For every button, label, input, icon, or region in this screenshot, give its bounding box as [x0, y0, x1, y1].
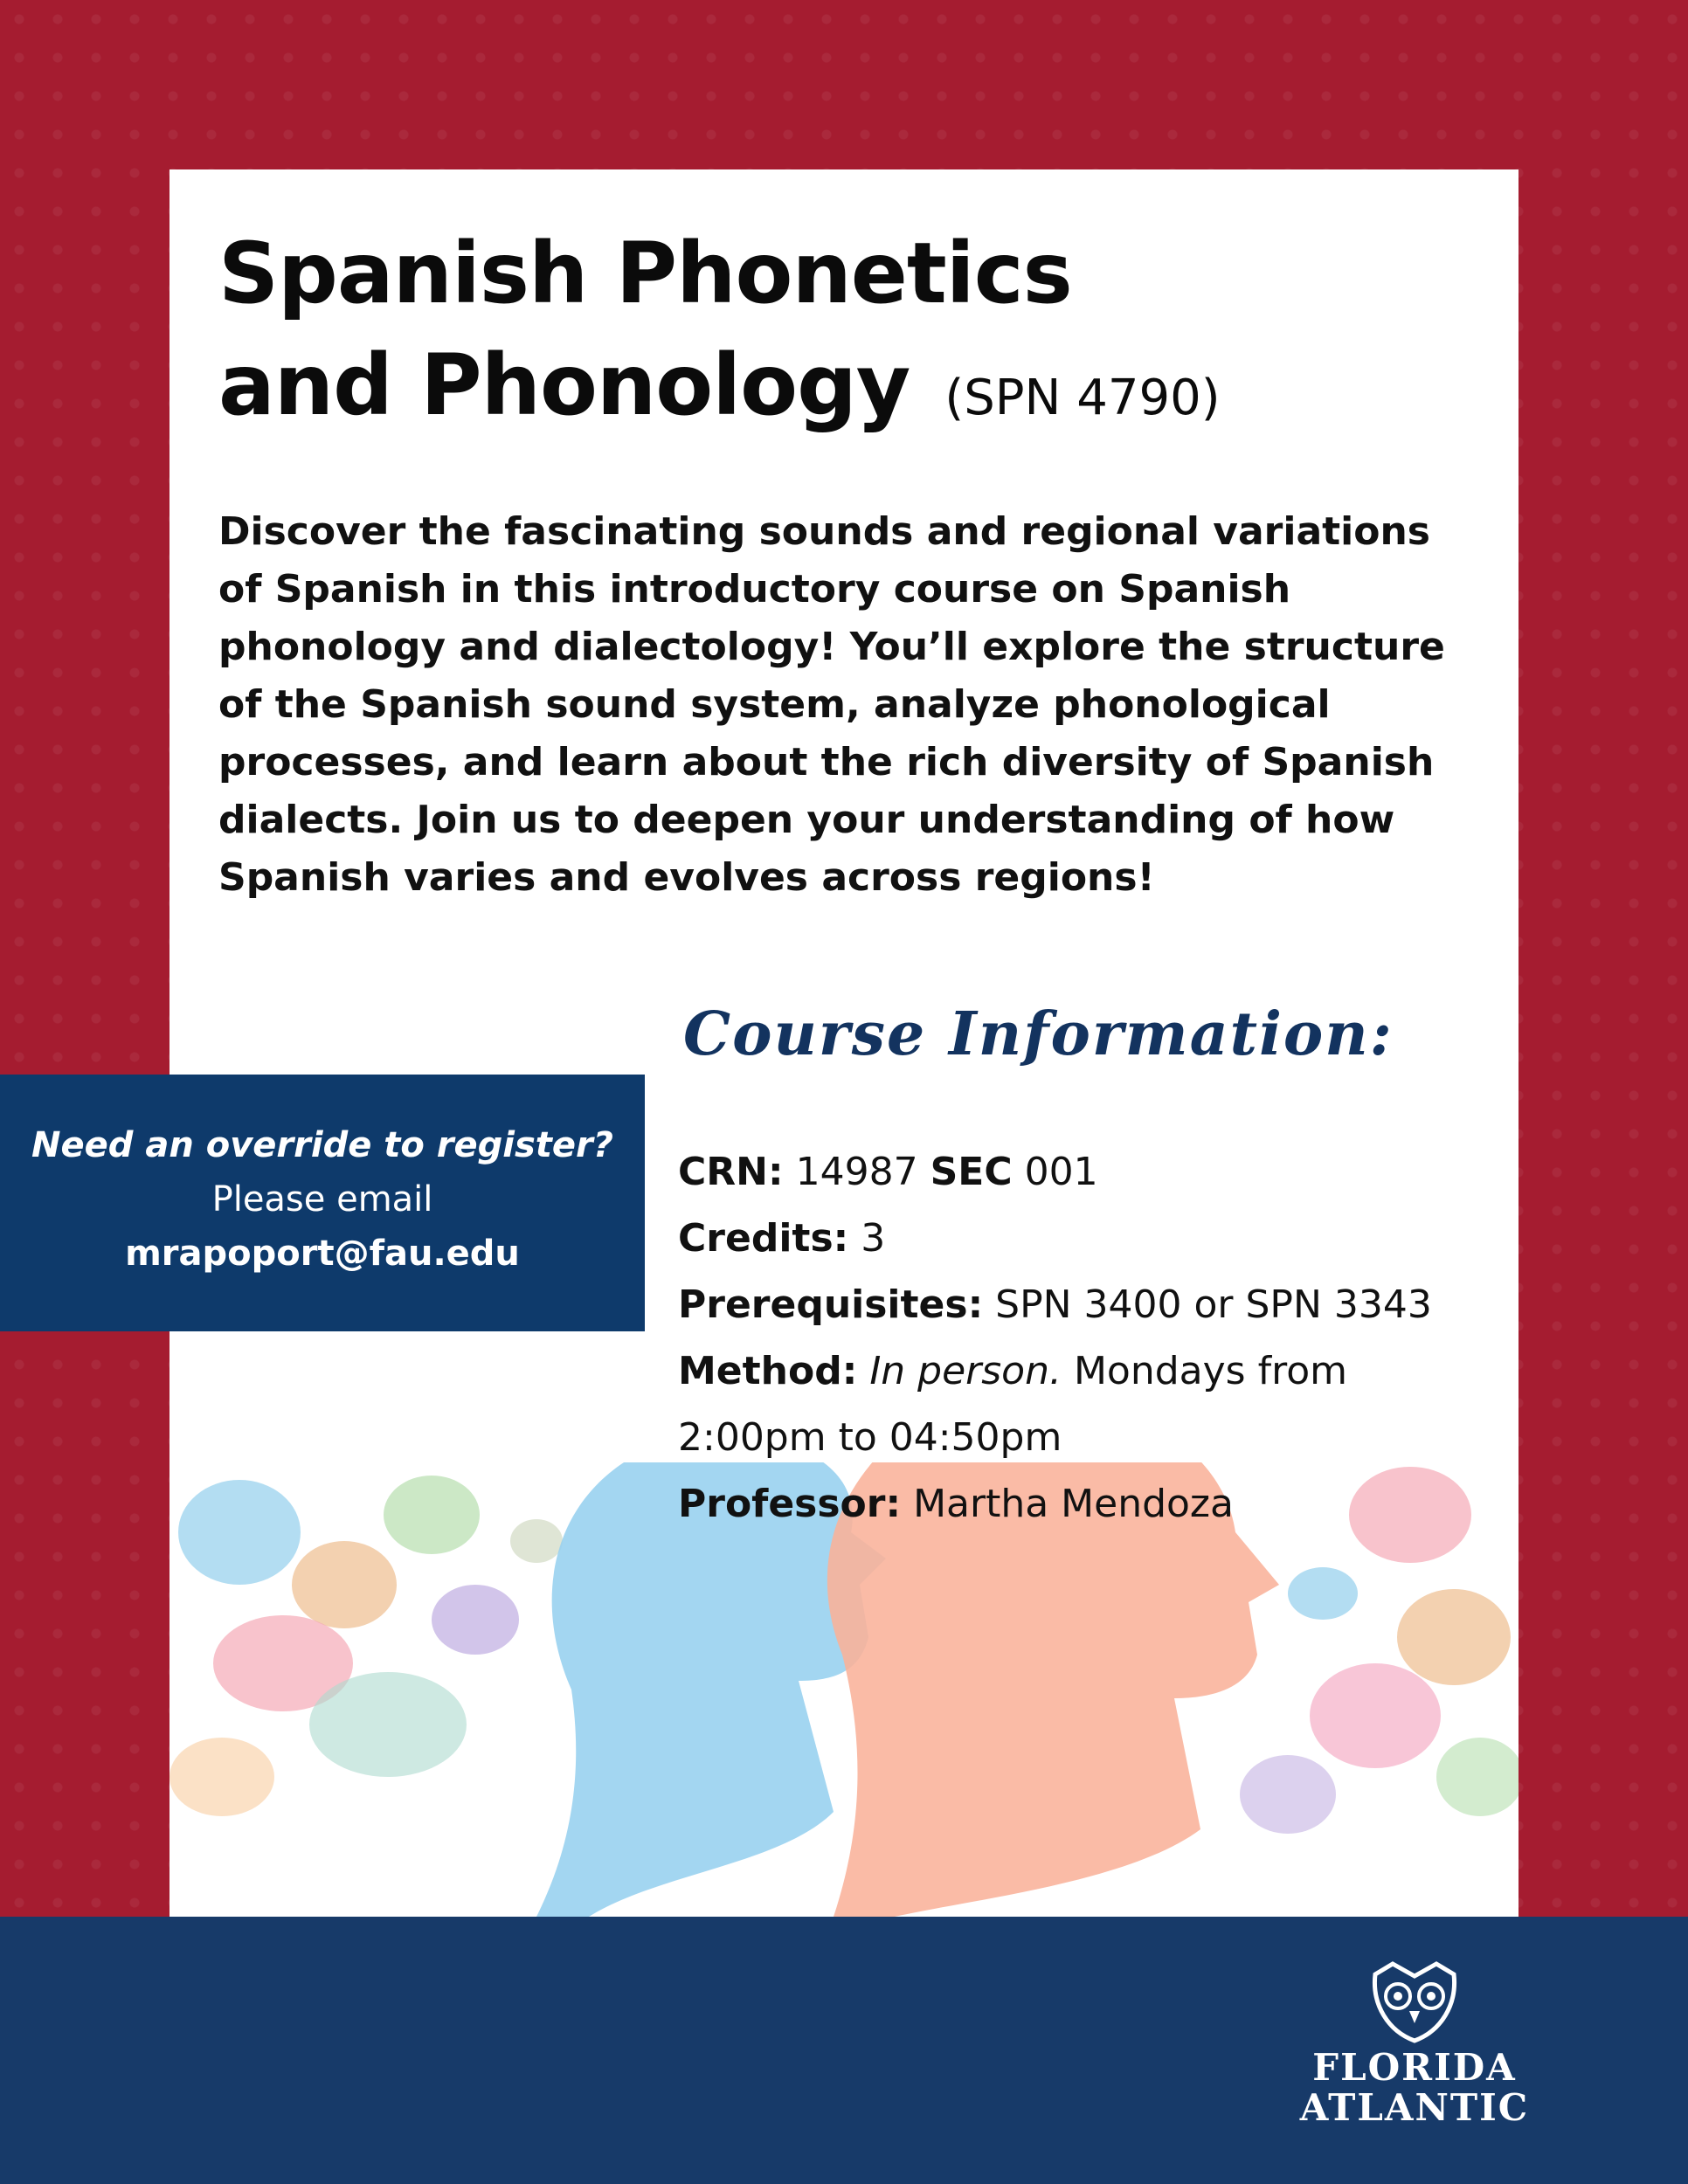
credits-value: 3 — [861, 1216, 886, 1261]
method-schedule: Mondays from — [1073, 1349, 1347, 1393]
bubble-shape — [1240, 1755, 1336, 1834]
method-label: Method: — [678, 1349, 858, 1393]
prereq-line — [678, 1272, 1517, 1338]
method-line — [678, 1338, 1517, 1405]
sec-label: SEC — [930, 1150, 1013, 1194]
method-time: 2:00pm to 04:50pm — [678, 1415, 1062, 1460]
university-logo — [1297, 1957, 1532, 2151]
professor-value: Martha Mendoza — [913, 1482, 1234, 1526]
course-description: Discover the fascinating sounds and regional variations of Spanish in this introductory course on Spanish phonology and dialectology! You’ll explore the structure of the Spanish sound system, analyze phonological processes, and learn about the rich diversity of Spanish dialects. Join us to deepen your understanding of how Spanish varies and evolves across regions! — [218, 509, 1445, 900]
logo-line-1: FLORIDA — [1312, 2046, 1517, 2089]
flyer-card — [169, 169, 1519, 1917]
bubble-shape — [432, 1585, 519, 1655]
course-info-list — [678, 1139, 1517, 1538]
bubble-shape — [510, 1519, 563, 1563]
title-line-2: and Phonology — [218, 336, 910, 434]
override-email[interactable]: mrapoport@fau.edu — [125, 1234, 520, 1274]
bubble-shape — [292, 1541, 397, 1628]
prereq-value: SPN 3400 or SPN 3343 — [995, 1282, 1432, 1327]
bubble-shape — [169, 1738, 274, 1816]
course-title — [218, 218, 1221, 454]
bubble-shape — [309, 1672, 467, 1777]
professor-line — [678, 1471, 1517, 1538]
override-box — [0, 1075, 645, 1331]
credits-label: Credits: — [678, 1216, 849, 1261]
bubble-shape — [1397, 1589, 1511, 1685]
sec-value: 001 — [1024, 1150, 1098, 1194]
bubble-shape — [1436, 1738, 1519, 1816]
crn-value: 14987 — [795, 1150, 918, 1194]
prereq-label: Prerequisites: — [678, 1282, 984, 1327]
bubble-shape — [384, 1476, 480, 1554]
override-question: Need an override to register? — [31, 1125, 613, 1165]
bubble-shape — [1288, 1567, 1358, 1620]
method-time-line — [678, 1405, 1517, 1471]
credits-line — [678, 1206, 1517, 1272]
title-line-1: Spanish Phonetics — [218, 225, 1072, 322]
override-instruction: Please email — [211, 1179, 433, 1220]
bubble-shape — [178, 1480, 301, 1585]
method-mode: In person. — [869, 1349, 1062, 1393]
crn-line — [678, 1139, 1517, 1206]
course-info-heading: Course Information: — [683, 999, 1394, 1069]
logo-line-2: ATLANTIC — [1299, 2086, 1530, 2129]
professor-label: Professor: — [678, 1482, 902, 1526]
owl-icon — [1366, 1957, 1463, 2044]
crn-label: CRN: — [678, 1150, 784, 1194]
course-code: (SPN 4790) — [944, 370, 1221, 426]
bubble-shape — [1310, 1663, 1441, 1768]
